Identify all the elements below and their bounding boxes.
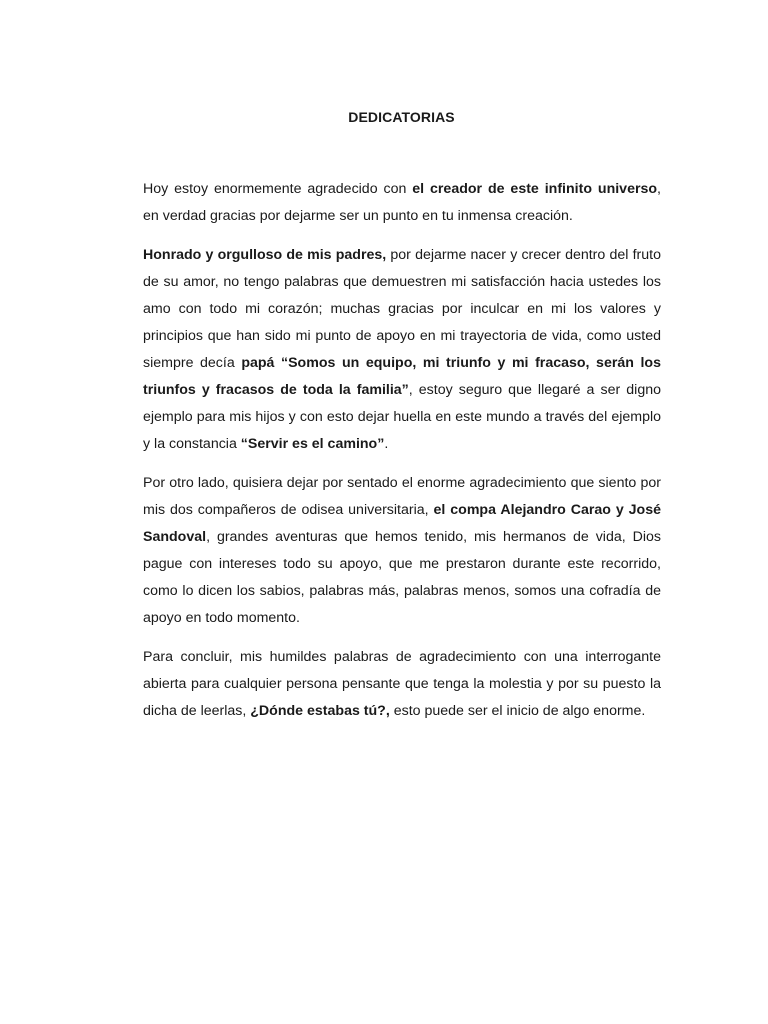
document-body xyxy=(143,176,661,737)
document-title: DEDICATORIAS xyxy=(348,109,455,125)
text-run: Para concluir, mis humildes palabras de agradecimiento con una interrogante abierta para cualquier persona pensante que tenga la molestia y por su puesto la dicha de leerlas, xyxy=(143,649,661,719)
text-run: , en verdad gracias por dejarme ser un punto en tu inmensa creación. xyxy=(143,181,661,224)
paragraph-2 xyxy=(143,242,661,458)
text-run: , grandes aventuras que hemos tenido, mis hermanos de vida, Dios pague con intereses todo su apoyo, que me prestaron durante este recorrido, como lo dicen los sabios, palabras más, palabras menos, somos una cofradía de apoyo en todo momento. xyxy=(143,529,661,626)
text-run: Por otro lado, quisiera dejar por sentado el enorme agradecimiento que siento por mis dos compañeros de odisea universitaria, xyxy=(143,475,661,518)
bold-text: ¿Dónde estabas tú?, xyxy=(250,703,390,719)
bold-text: papá “Somos un equipo, mi triunfo y mi fracaso, serán los triunfos y fracasos de toda la familia” xyxy=(143,355,661,398)
text-run: . xyxy=(384,436,389,452)
bold-text: Honrado y orgulloso de mis padres, xyxy=(143,247,387,263)
bold-text: el creador de este infinito universo xyxy=(412,181,658,197)
paragraph-1 xyxy=(143,176,661,230)
text-run: Hoy estoy enormemente agradecido con xyxy=(143,181,413,197)
bold-text: el compa Alejandro Carao y José Sandoval xyxy=(143,502,661,545)
paragraph-4 xyxy=(143,644,661,725)
text-run: esto puede ser el inicio de algo enorme. xyxy=(389,703,646,719)
text-run: por dejarme nacer y crecer dentro del fruto de su amor, no tengo palabras que demuestren mi satisfacción hacia ustedes los amo con todo mi corazón; muchas gracias por inculcar en mi los valores y principios que han sido mi punto de apoyo en mi trayectoria de vida, como usted siempre decía xyxy=(143,247,661,371)
text-run: , estoy seguro que llegaré a ser digno ejemplo para mis hijos y con esto dejar huella en este mundo a través del ejemplo y la constancia xyxy=(143,382,661,452)
bold-text: “Servir es el camino” xyxy=(240,436,385,452)
paragraph-3 xyxy=(143,470,661,632)
